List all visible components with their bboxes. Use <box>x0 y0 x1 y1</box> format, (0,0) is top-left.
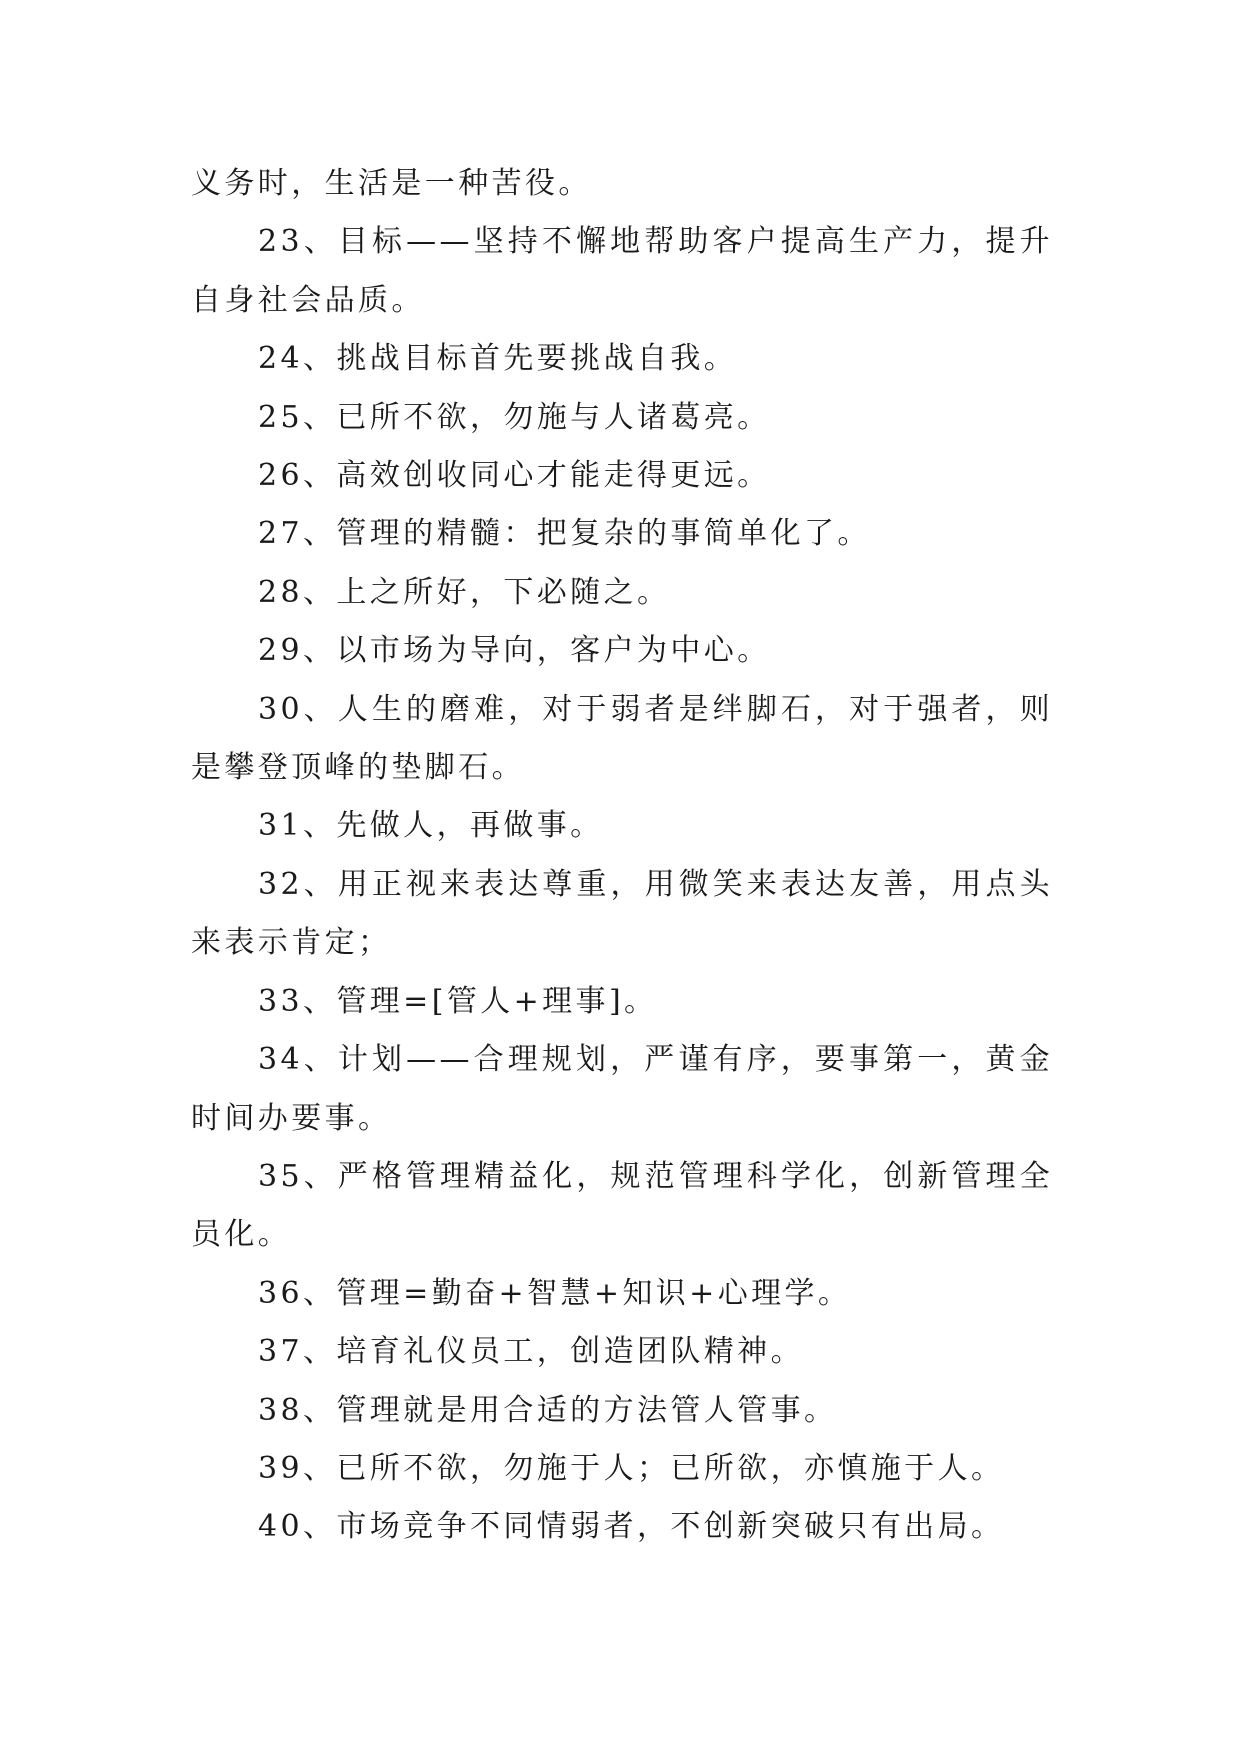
quote-32: 32、用正视来表达尊重，用微笑来表达友善，用点头来表示肯定； <box>191 866 1053 961</box>
quote-26: 26、高效创收同心才能走得更远。 <box>258 458 771 494</box>
quote-39: 39、已所不欲，勿施于人；已所欲，亦慎施于人。 <box>258 1450 1005 1486</box>
quote-28: 28、上之所好，下必随之。 <box>258 574 671 610</box>
quote-33: 33、管理=[管人+理事]。 <box>258 983 658 1019</box>
quote-30: 30、人生的磨难，对于弱者是绊脚石，对于强者，则是攀登顶峰的垫脚石。 <box>191 691 1053 786</box>
quote-40: 40、市场竞争不同情弱者，不创新突破只有出局。 <box>258 1509 1005 1545</box>
quote-31: 31、先做人，再做事。 <box>258 808 604 844</box>
quote-29: 29、以市场为导向，客户为中心。 <box>258 633 771 669</box>
quote-27: 27、管理的精髓：把复杂的事简单化了。 <box>258 516 871 552</box>
quote-36: 36、管理=勤奋+智慧+知识+心理学。 <box>258 1275 852 1311</box>
quote-35: 35、严格管理精益化，规范管理科学化，创新管理全员化。 <box>191 1158 1053 1253</box>
quote-24: 24、挑战目标首先要挑战自我。 <box>258 341 738 377</box>
quote-34: 34、计划——合理规划，严谨有序，要事第一，黄金时间办要事。 <box>191 1042 1053 1136</box>
quote-25: 25、已所不欲，勿施与人诸葛亮。 <box>258 399 771 435</box>
quote-37: 37、培育礼仪员工，创造团队精神。 <box>258 1334 804 1370</box>
quote-38: 38、管理就是用合适的方法管人管事。 <box>258 1392 838 1428</box>
paragraph-continuation: 义务时，生活是一种苦役。 <box>191 166 592 201</box>
quote-23: 23、目标——坚持不懈地帮助客户提高生产力，提升自身社会品质。 <box>191 224 1053 318</box>
document-body <box>191 155 1053 1557</box>
